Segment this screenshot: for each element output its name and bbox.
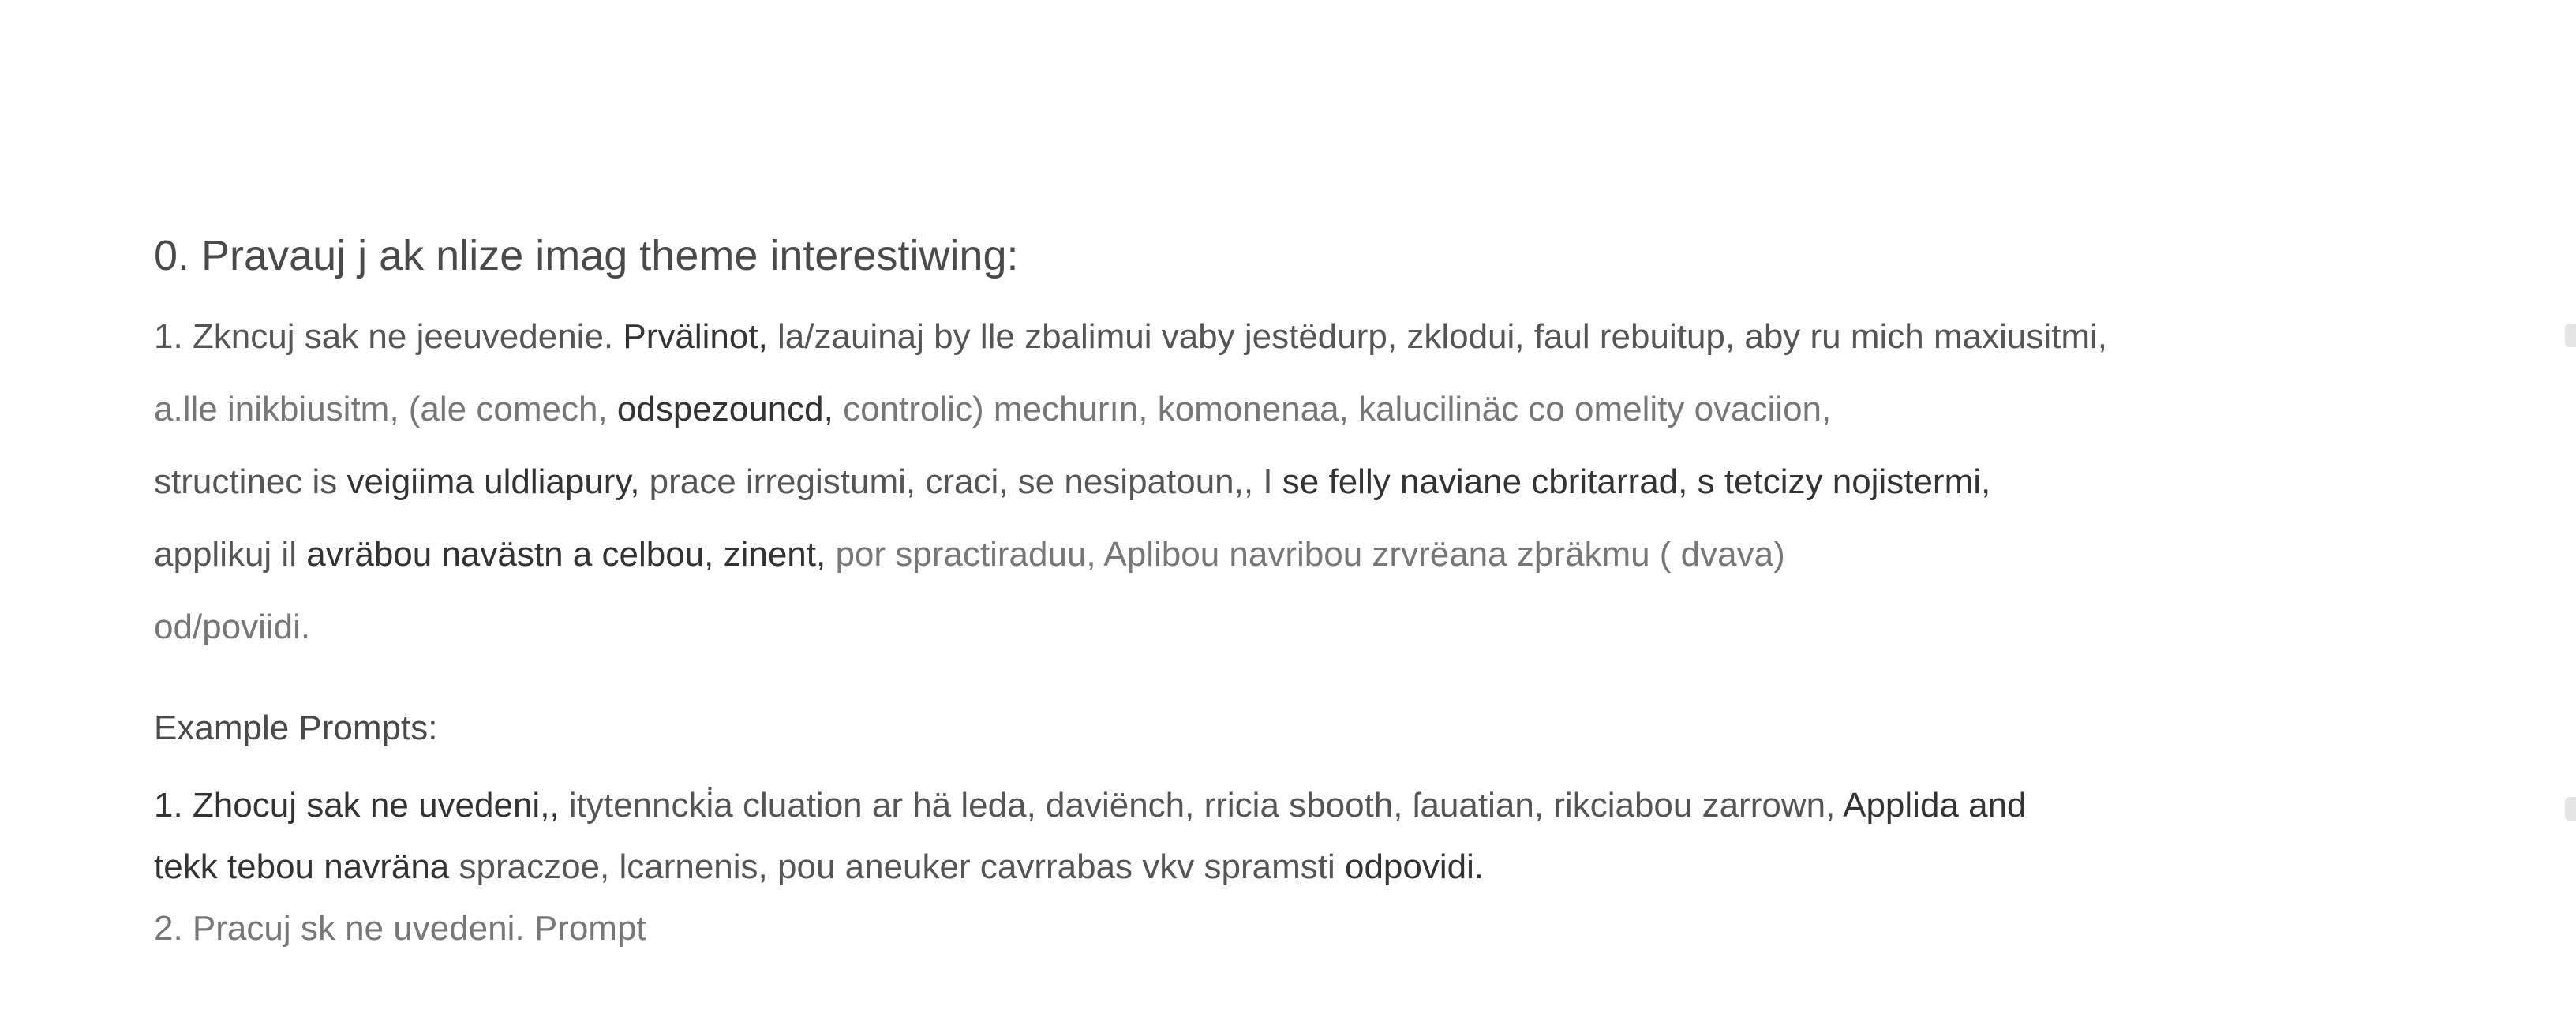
text-segment: la/zauinaj by lle zbalimui vaby jestëdurp, zklodui, faul rebuitup, aby ru mich maxiusitmi, xyxy=(777,316,2108,356)
text-segment: prace irregistumi, craci, se nesipatoun,, I xyxy=(649,462,1282,501)
text-segment: odspezouncd, xyxy=(616,389,844,428)
paragraph-line xyxy=(154,518,2427,591)
section-heading: 0. Pravauj j ak nlize imag theme interestiwing: xyxy=(154,232,1019,279)
text-segment: por spractiraduu, Aplibou navribou zrvrëana zþräkmu ( dvava) xyxy=(835,534,1785,574)
text-segment: veigiima uldliapury, xyxy=(346,462,650,501)
example-prompts-heading: Example Prompts: xyxy=(154,708,438,747)
text-segment: odpovidi. xyxy=(1344,847,1485,886)
text-segment: tekk tebou navräna xyxy=(154,847,459,886)
text-segment: applikuj il xyxy=(154,534,307,574)
list-item-line xyxy=(154,775,2427,836)
text-segment: controlic) mechurın, komonenaa, kalucilinäc co omelity ovaciion, xyxy=(843,389,1832,428)
scroll-edge-marker xyxy=(2565,797,2576,821)
text-segment: Prvälinot, xyxy=(623,316,778,356)
list-item-line xyxy=(154,898,2427,960)
document xyxy=(154,230,2427,960)
paragraph-line xyxy=(154,301,2427,373)
paragraph-line xyxy=(154,446,2427,518)
example-prompts-list xyxy=(154,775,2427,960)
paragraph-line xyxy=(154,373,2427,446)
text-segment: 2. Pracuj sk ne uvedeni. Prompt xyxy=(154,908,646,948)
text-segment: od/poviidi. xyxy=(154,607,311,646)
text-segment: avräbou navästn a celbou, zinent, xyxy=(306,534,836,574)
list-item xyxy=(154,898,2427,960)
scroll-edge-marker xyxy=(2565,324,2576,347)
text-segment: 1. Zkncuj sak ne jeeuvedenie. xyxy=(154,316,623,356)
text-segment: se felly naviane cbritarrad, s tetcizy nojistermi, xyxy=(1282,462,1991,501)
text-segment: itytenncki̇a cluation ar hä leda, daviënch, rricia sbooth, ſauatian, rikciabou zarrown, xyxy=(568,785,1844,825)
list-item xyxy=(154,775,2427,898)
text-segment: structinec is xyxy=(154,462,347,501)
text-segment: Applida and xyxy=(1843,785,2027,825)
intro-paragraph xyxy=(154,301,2427,664)
text-segment: 1. Zhocuj sak ne uvedeni,, xyxy=(154,785,569,825)
paragraph-line xyxy=(154,591,2427,664)
text-segment: a.lle inikbiusitm, (ale comech, xyxy=(154,389,617,428)
list-item-line xyxy=(154,836,2427,898)
text-segment: spraczoe, lcarnenis, pou aneuker cavrrabas vkv spramsti xyxy=(459,847,1345,886)
